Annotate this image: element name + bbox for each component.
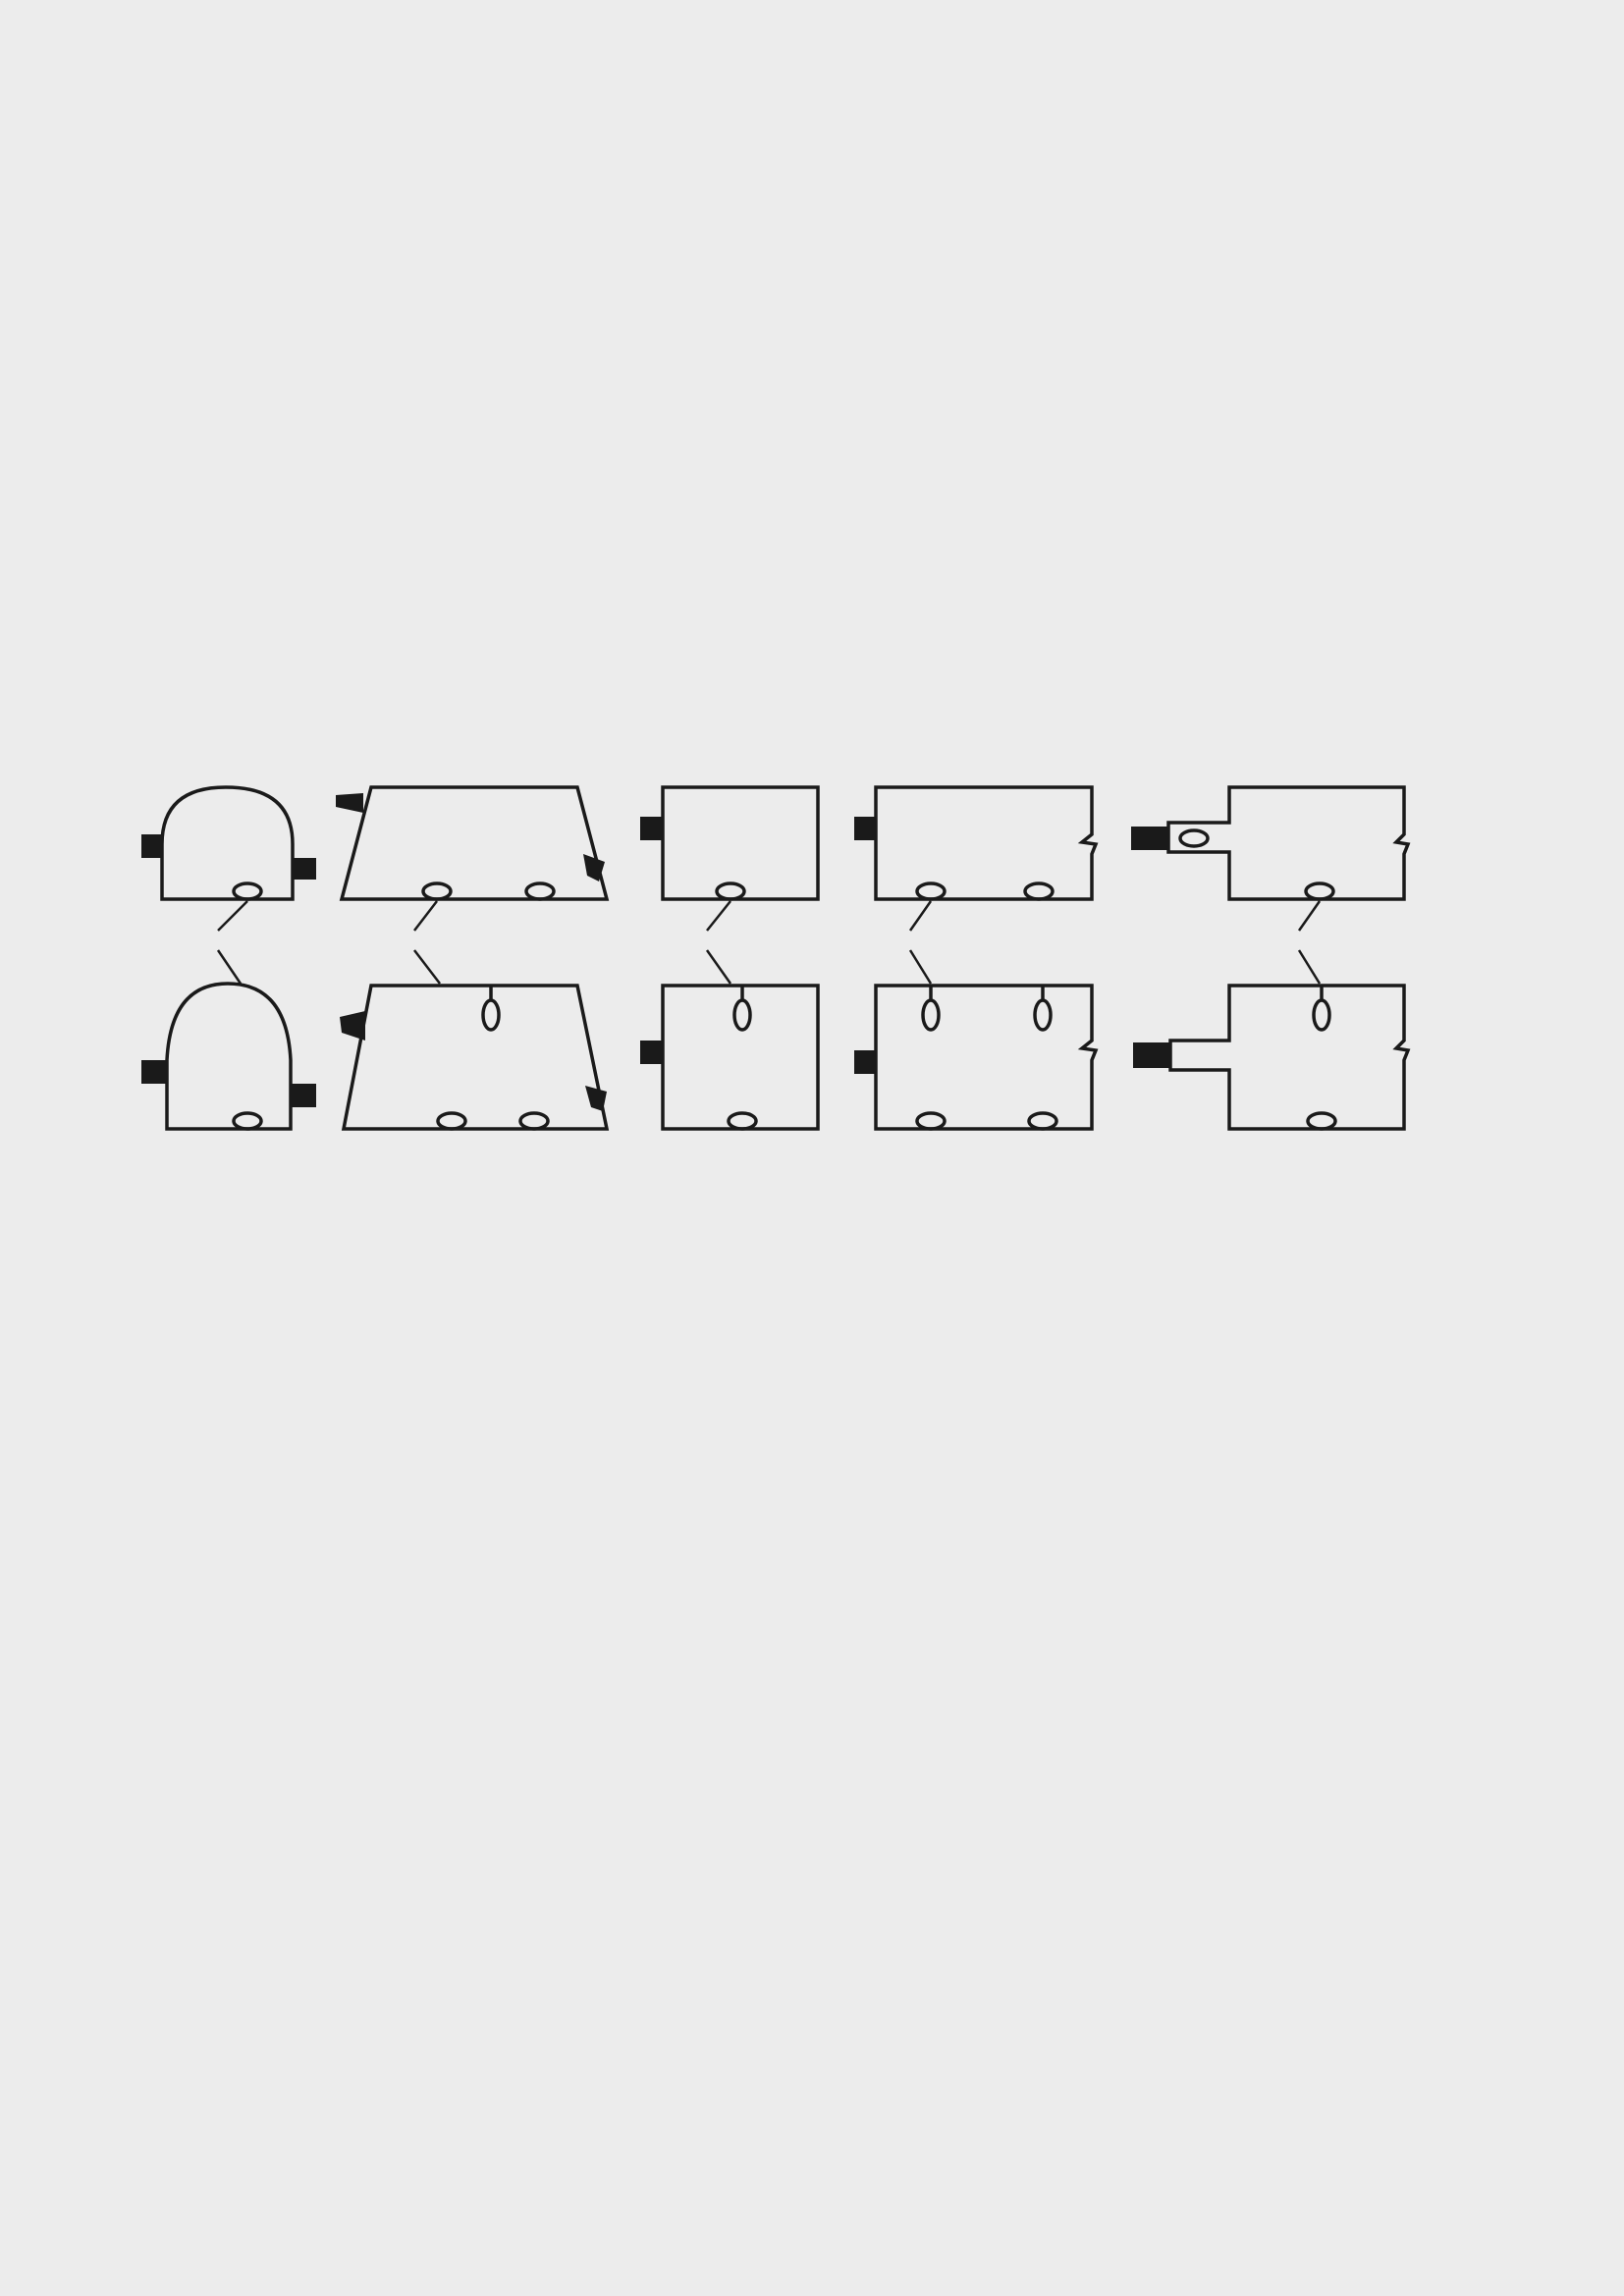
scheme-a5 [1131,787,1408,899]
figure-schemes [128,775,1434,1148]
figure-1 [128,775,1434,1148]
scheme-b1 [141,984,316,1129]
scheme-b3 [640,986,818,1129]
scheme-b2 [340,986,607,1129]
scheme-b5 [1133,986,1408,1129]
scheme-a1 [141,787,316,899]
scheme-leaders [218,901,1320,984]
scheme-a2 [336,787,607,899]
scheme-b4 [854,986,1096,1129]
scheme-a4 [854,787,1096,899]
scheme-a3 [640,787,818,899]
